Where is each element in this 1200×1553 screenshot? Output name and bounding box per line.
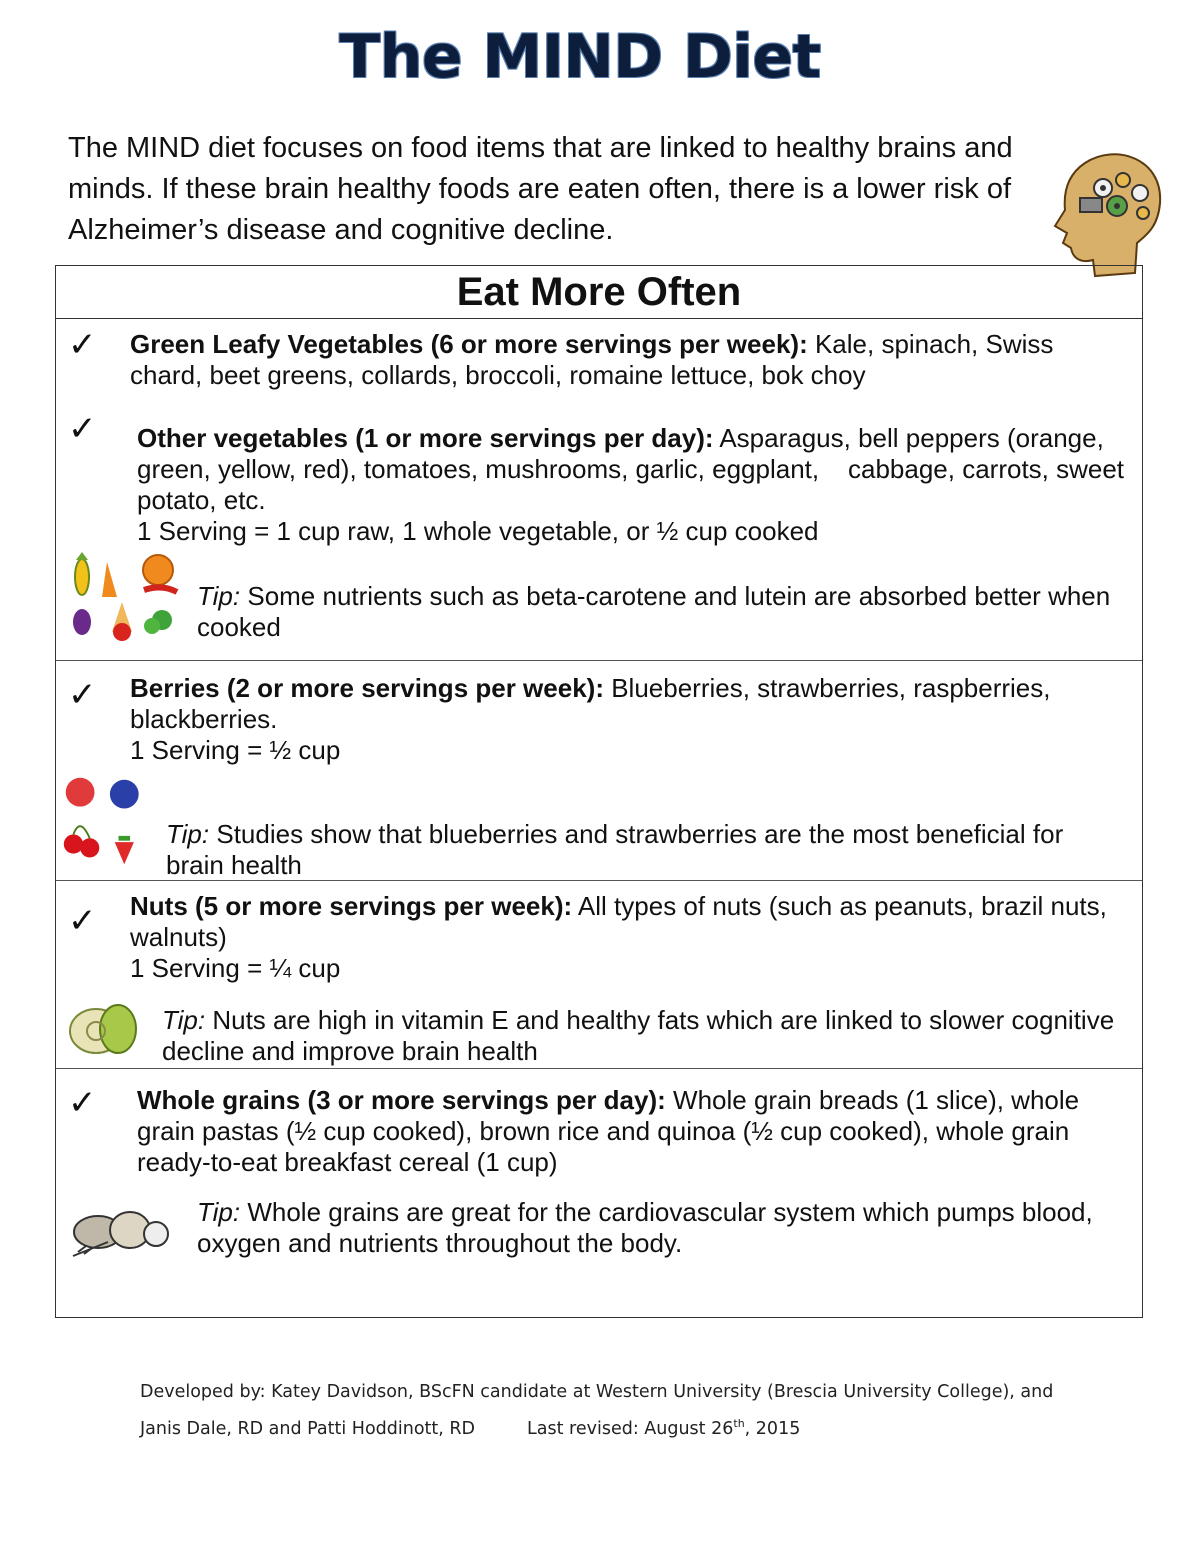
item-text: Berries (2 or more servings per week): Blueberries, strawberries, raspberries, blackberries. 1 Serving = ½ cup (130, 673, 1051, 765)
nuts-icon (66, 999, 146, 1059)
serving-size: 1 Serving = 1 cup raw, 1 whole vegetable, or ½ cup cooked (137, 516, 819, 546)
check-icon: ✓ (68, 675, 97, 715)
check-icon: ✓ (68, 1083, 97, 1123)
check-icon: ✓ (68, 409, 97, 449)
panel-header: Eat More Often (56, 266, 1142, 319)
tip-text: Tip: Some nutrients such as beta-carotene and lutein are absorbed better when cooked (197, 581, 1111, 642)
section-nuts (56, 881, 1142, 1069)
tip-text: Tip: Studies show that blueberries and strawberries are the most beneficial for brain health (166, 819, 1064, 880)
eat-more-often-panel (55, 265, 1143, 1318)
page-title: The MIND Diet (339, 22, 821, 92)
footer-line-1: Developed by: Katey Davidson, BScFN candidate at Western University (Brescia University College), and (140, 1382, 1054, 1402)
item-text: Whole grains (3 or more servings per day): Whole grain breads (1 slice), whole grain pastas (½ cup cooked), brown rice and quinoa (½ cup cooked), whole grain ready-to-eat breakfast cereal (1 cup) (137, 1085, 1080, 1177)
item-text: Other vegetables (1 or more servings per day): Asparagus, bell peppers (orange, green, yellow, red), tomatoes, mushrooms, garlic, eggplant, cabbage, carrots, sweet potato, etc. 1 Serving = 1 cup raw, 1 whole vegetable, or ½ cup cooked (137, 423, 1132, 546)
section-other-vegetables (56, 319, 1142, 661)
item-text: Nuts (5 or more servings per week): All types of nuts (such as peanuts, brazil nuts, walnuts) 1 Serving = ¼ cup (130, 891, 1107, 983)
serving-size: 1 Serving = ¼ cup (130, 953, 341, 983)
tip-text: Tip: Whole grains are great for the cardiovascular system which pumps blood, oxygen and nutrients throughout the body. (197, 1197, 1093, 1258)
footer-credits (140, 1377, 1100, 1445)
footer-line-2: Janis Dale, RD and Patti Hoddinott, RD Last revised: August 26th, 2015 (140, 1417, 801, 1439)
check-icon: ✓ (68, 325, 97, 365)
brain-gears-icon (1045, 148, 1165, 278)
berries-icon (58, 773, 156, 869)
tip-text: Tip: Nuts are high in vitamin E and healthy fats which are linked to slower cognitive decline and improve brain health (162, 1005, 1115, 1066)
intro-paragraph: The MIND diet focuses on food items that are linked to healthy brains and minds. If these brain healthy foods are eaten often, there is a lower risk of Alzheimer’s disease and cognitive decline. (68, 132, 1013, 246)
vegetables-icon (62, 551, 182, 643)
bread-grains-icon (68, 1204, 178, 1264)
section-berries (56, 661, 1142, 881)
serving-size: 1 Serving = ½ cup (130, 735, 341, 765)
section-whole-grains (56, 1069, 1142, 1317)
item-text: Green Leafy Vegetables (6 or more servings per week): Kale, spinach, Swiss chard, beet greens, collards, broccoli, romaine lettuce, bok choy (130, 329, 1054, 390)
check-icon: ✓ (68, 901, 97, 941)
